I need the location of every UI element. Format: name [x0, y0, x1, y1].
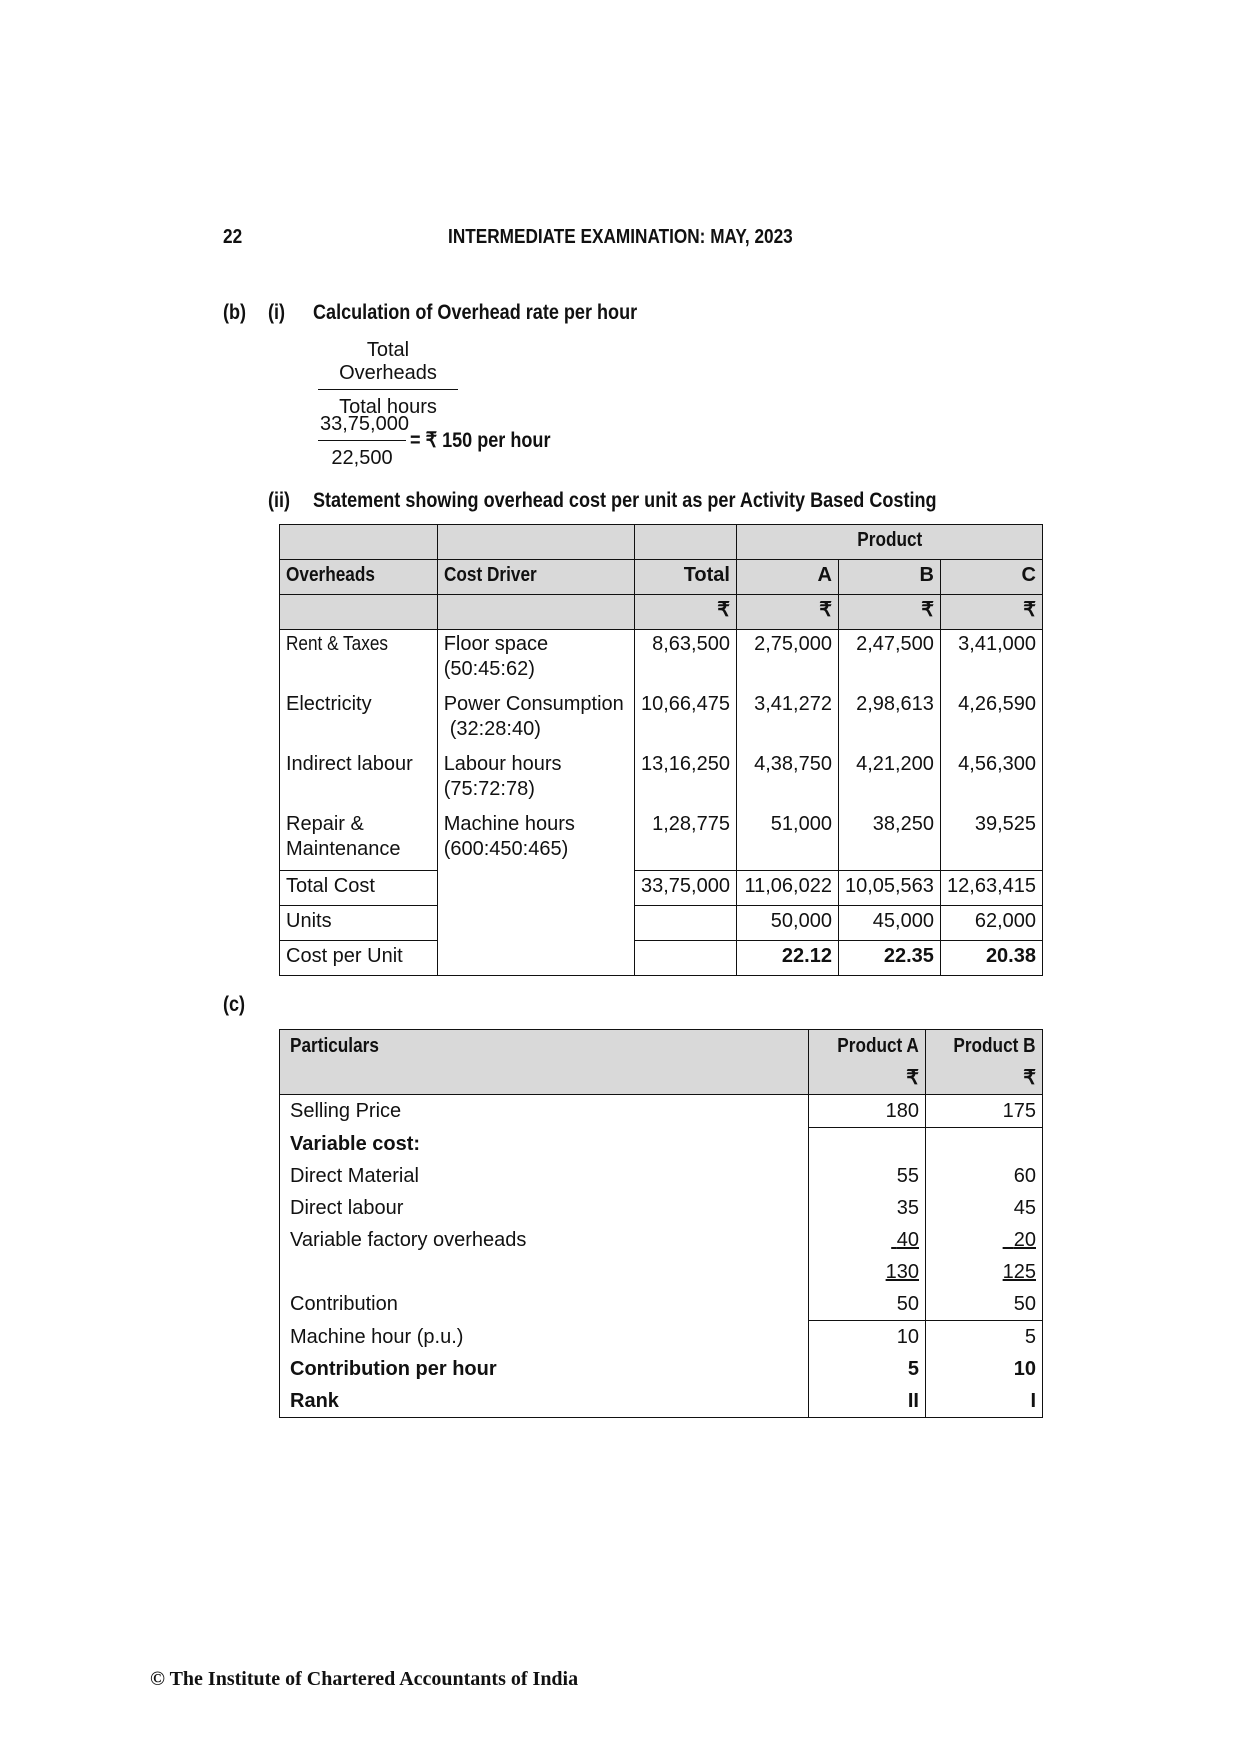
cell-product-a: 55 — [809, 1160, 926, 1192]
cell-product-b: 20 — [926, 1224, 1043, 1256]
cell-a: 50,000 — [736, 906, 838, 941]
currency-symbol: ₹ — [809, 1062, 926, 1095]
col-header-overheads: Overheads — [280, 560, 438, 595]
table-row — [280, 1224, 1043, 1256]
cost-driver: Floor space (50:45:62) — [437, 630, 634, 691]
overhead-name: Indirect labour — [280, 750, 438, 810]
cell-product-a: 50 — [809, 1288, 926, 1321]
row-label: Direct Material — [280, 1160, 809, 1192]
fraction-denominator: Total hours — [339, 396, 437, 418]
row-label: Selling Price — [280, 1095, 809, 1128]
part-i-label: (i) — [268, 301, 286, 324]
units-row — [280, 906, 1043, 941]
cell-c: 4,26,590 — [940, 690, 1042, 750]
cell-total: 8,63,500 — [635, 630, 737, 691]
product-group-header: Product — [736, 525, 1042, 560]
row-label: Total Cost — [280, 871, 438, 906]
overhead-name: Repair & Maintenance — [280, 810, 438, 871]
overhead-name: Electricity — [280, 690, 438, 750]
cell-a: 22.12 — [736, 941, 838, 976]
col-header-c: C — [940, 560, 1042, 595]
col-header-a: A — [736, 560, 838, 595]
table-row — [280, 1288, 1043, 1321]
total-cost-row — [280, 871, 1043, 906]
cell-c: 4,56,300 — [940, 750, 1042, 810]
cell-b: 2,98,613 — [838, 690, 940, 750]
cell-b: 38,250 — [838, 810, 940, 871]
part-ii-title: Statement showing overhead cost per unit as per Activity Based Costing — [313, 489, 937, 512]
cost-per-unit-row — [280, 941, 1043, 976]
col-header-b: B — [838, 560, 940, 595]
table-row — [280, 1160, 1043, 1192]
table-header-row — [280, 560, 1043, 595]
cell-a: 11,06,022 — [736, 871, 838, 906]
currency-symbol: ₹ — [635, 595, 737, 630]
cell-c: 3,41,000 — [940, 630, 1042, 691]
cost-driver: Power Consumption (32:28:40) — [437, 690, 634, 750]
col-header-cost-driver: Cost Driver — [437, 560, 634, 595]
cell-b: 4,21,200 — [838, 750, 940, 810]
cell-a: 4,38,750 — [736, 750, 838, 810]
table-header-row — [280, 1030, 1043, 1063]
table-row — [280, 1192, 1043, 1224]
abc-statement-table — [279, 524, 1043, 976]
col-header-total: Total — [635, 560, 737, 595]
cell-product-b: 45 — [926, 1192, 1043, 1224]
cell-product-a: 10 — [809, 1321, 926, 1354]
cell-product-a: 180 — [809, 1095, 926, 1128]
fraction-denominator: 22,500 — [331, 447, 393, 469]
cost-driver: Machine hours (600:450:465) — [437, 810, 634, 871]
cell-b: 2,47,500 — [838, 630, 940, 691]
cell-c: 20.38 — [940, 941, 1042, 976]
currency-symbol: ₹ — [736, 595, 838, 630]
table-row — [280, 750, 1043, 810]
cell-product-a: 35 — [809, 1192, 926, 1224]
row-label — [280, 1256, 809, 1288]
col-header-product-a: Product A — [809, 1030, 926, 1063]
col-header-product-b: Product B — [926, 1030, 1043, 1063]
row-label: Contribution — [280, 1288, 809, 1321]
section-b-label: (b) — [223, 301, 247, 324]
row-label: Variable cost: — [280, 1128, 809, 1161]
table-row — [280, 1256, 1043, 1288]
currency-row — [280, 595, 1043, 630]
row-label: Contribution per hour — [280, 1353, 809, 1385]
cell-a: 2,75,000 — [736, 630, 838, 691]
currency-symbol: ₹ — [926, 1062, 1043, 1095]
cell-total: 33,75,000 — [635, 871, 737, 906]
currency-symbol: ₹ — [940, 595, 1042, 630]
page-header: INTERMEDIATE EXAMINATION: MAY, 2023 — [448, 226, 793, 248]
row-label: Cost per Unit — [280, 941, 438, 976]
cell-product-a: 40 — [809, 1224, 926, 1256]
part-ii-label: (ii) — [268, 489, 291, 512]
cell-a: 51,000 — [736, 810, 838, 871]
table-row — [280, 690, 1043, 750]
copyright-footer: © The Institute of Chartered Accountants of India — [150, 1668, 579, 1690]
part-i-title: Calculation of Overhead rate per hour — [313, 301, 638, 324]
cell-product-a: 130 — [809, 1256, 926, 1288]
cell-product-b: I — [926, 1385, 1043, 1418]
table-row — [280, 1353, 1043, 1385]
cell-b: 10,05,563 — [838, 871, 940, 906]
cost-driver: Labour hours (75:72:78) — [437, 750, 634, 810]
table-header-row — [280, 525, 1043, 560]
page-number: 22 — [223, 226, 243, 248]
cell-product-b: 175 — [926, 1095, 1043, 1128]
fraction-numerator: Total Overheads — [318, 339, 458, 390]
table-row — [280, 810, 1043, 871]
cell-product-a: 5 — [809, 1353, 926, 1385]
cell-total: 10,66,475 — [635, 690, 737, 750]
cell-b: 22.35 — [838, 941, 940, 976]
table-row — [280, 1128, 1043, 1161]
section-c-label: (c) — [223, 993, 246, 1016]
fraction-overheads-hours — [318, 339, 458, 419]
overhead-rate-result: = ₹ 150 per hour — [410, 429, 551, 452]
fraction-values — [318, 413, 409, 470]
table-row — [280, 1095, 1043, 1128]
col-header-particulars: Particulars — [280, 1030, 809, 1095]
table-row — [280, 1321, 1043, 1354]
cell-total: 13,16,250 — [635, 750, 737, 810]
row-label: Variable factory overheads — [280, 1224, 809, 1256]
row-label: Direct labour — [280, 1192, 809, 1224]
cell-a: 3,41,272 — [736, 690, 838, 750]
overhead-name: Rent & Taxes — [280, 630, 438, 691]
table-row — [280, 1385, 1043, 1418]
cell-b: 45,000 — [838, 906, 940, 941]
cell-product-b: 50 — [926, 1288, 1043, 1321]
cell-product-b: 125 — [926, 1256, 1043, 1288]
cell-product-b: 5 — [926, 1321, 1043, 1354]
currency-symbol: ₹ — [838, 595, 940, 630]
table-row — [280, 630, 1043, 691]
cell-product-a: II — [809, 1385, 926, 1418]
row-label: Units — [280, 906, 438, 941]
fraction-numerator: 33,75,000 — [318, 413, 406, 441]
product-contribution-table — [279, 1029, 1043, 1418]
cell-total: 1,28,775 — [635, 810, 737, 871]
cell-c: 39,525 — [940, 810, 1042, 871]
cell-c: 12,63,415 — [940, 871, 1042, 906]
cell-c: 62,000 — [940, 906, 1042, 941]
row-label: Rank — [280, 1385, 809, 1418]
cell-product-b: 10 — [926, 1353, 1043, 1385]
cell-product-b: 60 — [926, 1160, 1043, 1192]
row-label: Machine hour (p.u.) — [280, 1321, 809, 1354]
